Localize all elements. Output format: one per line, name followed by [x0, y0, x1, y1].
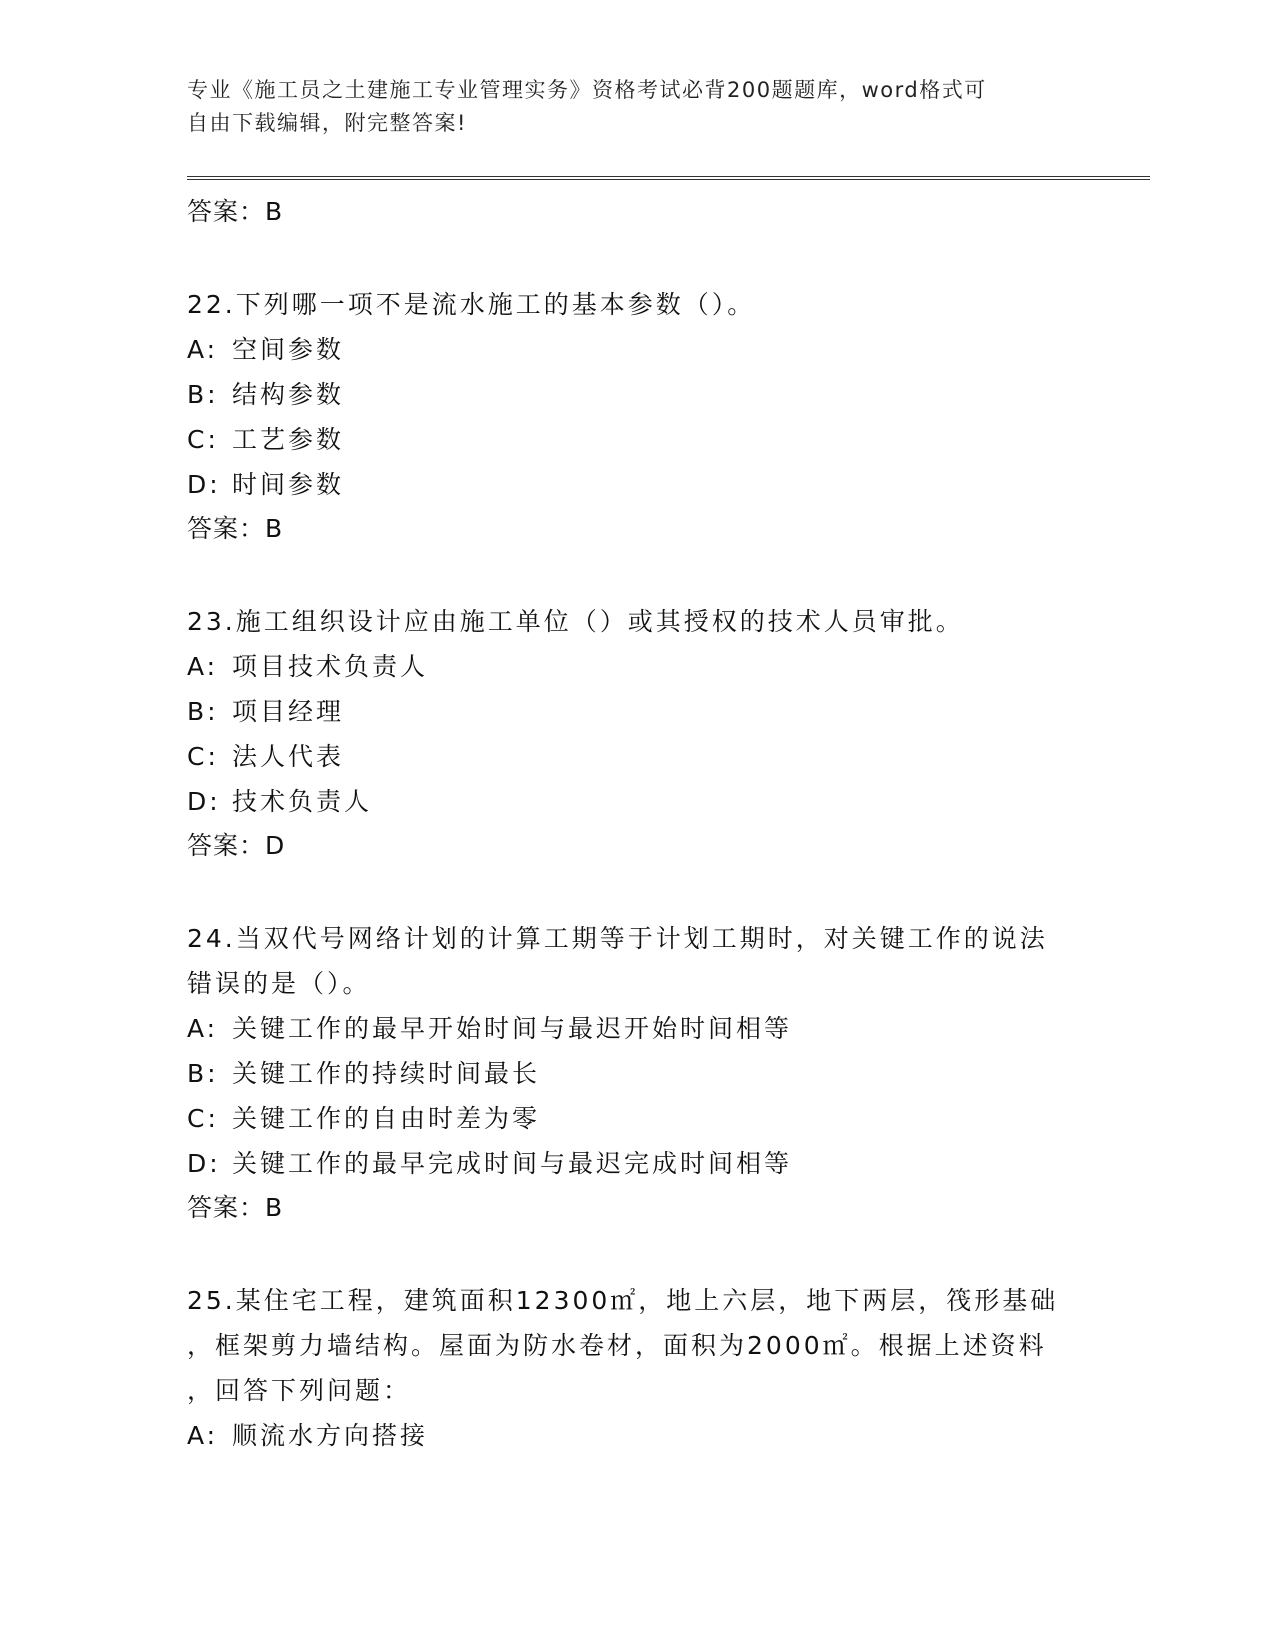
question-block [187, 916, 1087, 1230]
option-c [187, 417, 1087, 462]
header-line-2: 自由下载编辑，附完整答案! [187, 111, 467, 135]
option-a [187, 1006, 1087, 1051]
question-stem: 23.施工组织设计应由施工单位（）或其授权的技术人员审批。 [187, 607, 964, 636]
question-block [187, 282, 1087, 551]
option-key: A: [187, 652, 219, 681]
option-text: 空间参数 [232, 335, 345, 364]
option-key: D: [187, 470, 221, 499]
option-d [187, 779, 1087, 824]
question-list [187, 190, 1087, 1458]
option-text: 顺流水方向搭接 [232, 1421, 429, 1450]
option-key: A: [187, 1421, 219, 1450]
option-text: 关键工作的自由时差为零 [232, 1104, 541, 1133]
option-key: B: [187, 697, 219, 726]
question-stem-line: 24.当双代号网络计划的计算工期等于计划工期时，对关键工作的说法 [187, 924, 1048, 953]
option-text: 时间参数 [232, 470, 345, 499]
option-text: 工艺参数 [232, 425, 345, 454]
option-text: 项目技术负责人 [232, 652, 429, 681]
question-stem [187, 1278, 1087, 1413]
question-stem-line: 25.某住宅工程，建筑面积12300㎡，地上六层，地下两层，筏形基础 [187, 1286, 1059, 1315]
option-text: 技术负责人 [232, 787, 373, 816]
header-line-1: 专业《施工员之土建施工专业管理实务》资格考试必背200题题库，word格式可 [187, 78, 987, 102]
question-stem-line: ，框架剪力墙结构。屋面为防水卷材，面积为2000㎡。根据上述资料 [187, 1331, 1047, 1360]
option-key: D: [187, 787, 221, 816]
answer-line: 答案：B [187, 1193, 284, 1222]
option-a [187, 644, 1087, 689]
option-b [187, 372, 1087, 417]
answer-line: 答案：D [187, 831, 286, 860]
option-b [187, 1051, 1087, 1096]
header-divider [187, 176, 1150, 180]
option-key: A: [187, 335, 219, 364]
option-key: B: [187, 380, 219, 409]
answer-line: 答案：B [187, 197, 284, 226]
option-key: C: [187, 425, 219, 454]
answer-line: 答案：B [187, 514, 284, 543]
option-text: 项目经理 [232, 697, 345, 726]
option-text: 关键工作的最早开始时间与最迟开始时间相等 [232, 1014, 793, 1043]
option-c [187, 1096, 1087, 1141]
question-block [187, 1278, 1087, 1458]
question-stem [187, 916, 1087, 1006]
page-header [187, 74, 1067, 140]
option-a [187, 327, 1087, 372]
option-text: 结构参数 [232, 380, 345, 409]
option-text: 关键工作的持续时间最长 [232, 1059, 541, 1088]
option-key: C: [187, 1104, 219, 1133]
question-stem-line: 错误的是（）。 [187, 969, 371, 998]
option-key: D: [187, 1149, 221, 1178]
question-stem: 22.下列哪一项不是流水施工的基本参数（）。 [187, 290, 756, 319]
option-key: A: [187, 1014, 219, 1043]
option-d [187, 1141, 1087, 1186]
question-block [187, 599, 1087, 868]
option-text: 法人代表 [232, 742, 345, 771]
option-c [187, 734, 1087, 779]
option-key: C: [187, 742, 219, 771]
option-d [187, 462, 1087, 507]
option-text: 关键工作的最早完成时间与最迟完成时间相等 [232, 1149, 793, 1178]
question-stem-line: ，回答下列问题： [187, 1376, 412, 1405]
option-key: B: [187, 1059, 219, 1088]
option-a [187, 1413, 1087, 1458]
option-b [187, 689, 1087, 734]
